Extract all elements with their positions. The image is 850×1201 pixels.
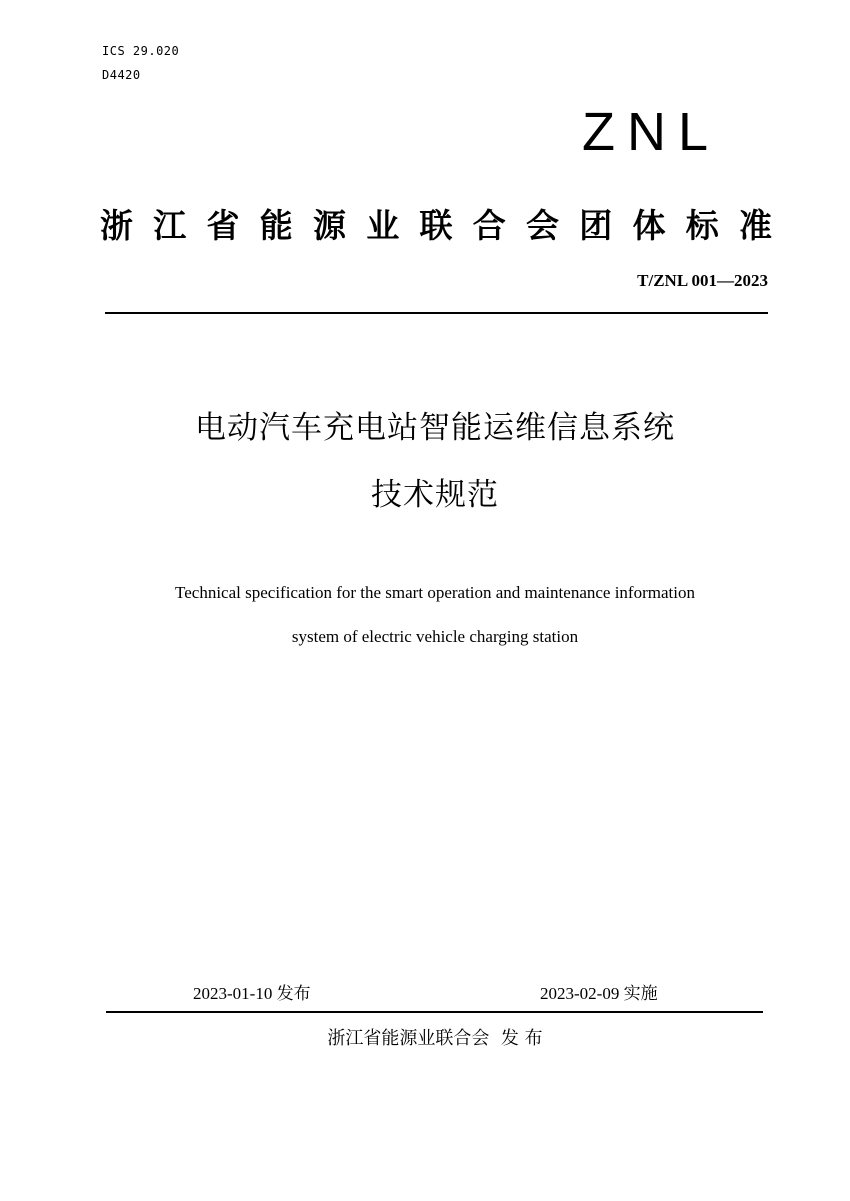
standard-number: T/ZNL 001—2023 xyxy=(637,271,768,290)
document-title-cn-line2: 技术规范 xyxy=(371,477,499,513)
issue-date: 2023-01-10 发布 xyxy=(193,984,311,1003)
organization-title-char: 源 xyxy=(313,206,346,245)
organization-title-char: 标 xyxy=(685,206,719,245)
organization-title-char: 准 xyxy=(739,206,772,245)
publisher: 浙江省能源业联合会 发 布 xyxy=(327,1028,543,1049)
top-divider xyxy=(105,312,768,314)
implementation-date: 2023-02-09 实施 xyxy=(540,984,658,1003)
organization-title xyxy=(100,203,772,249)
organization-title-char: 省 xyxy=(206,206,240,245)
organization-title-char: 浙 xyxy=(100,206,133,245)
ics-code: ICS 29.020 xyxy=(102,44,180,58)
classification-code: D4420 xyxy=(102,68,141,82)
organization-title-char: 联 xyxy=(419,206,453,245)
document-title-en-line1: Technical specification for the smart operation and maintenance information xyxy=(175,583,695,602)
organization-title-char: 合 xyxy=(472,206,506,245)
organization-title-char: 团 xyxy=(579,206,613,245)
document-title-cn-line1: 电动汽车充电站智能运维信息系统 xyxy=(195,410,675,446)
organization-title-char: 体 xyxy=(632,206,666,245)
organization-title-char: 业 xyxy=(366,206,400,245)
standard-logo: ZNL xyxy=(581,102,720,162)
document-title-en-line2: system of electric vehicle charging station xyxy=(291,627,579,646)
organization-title-char: 能 xyxy=(259,206,293,245)
organization-title-char: 会 xyxy=(526,206,559,245)
organization-title-char: 江 xyxy=(153,206,187,245)
bottom-divider xyxy=(106,1011,763,1013)
